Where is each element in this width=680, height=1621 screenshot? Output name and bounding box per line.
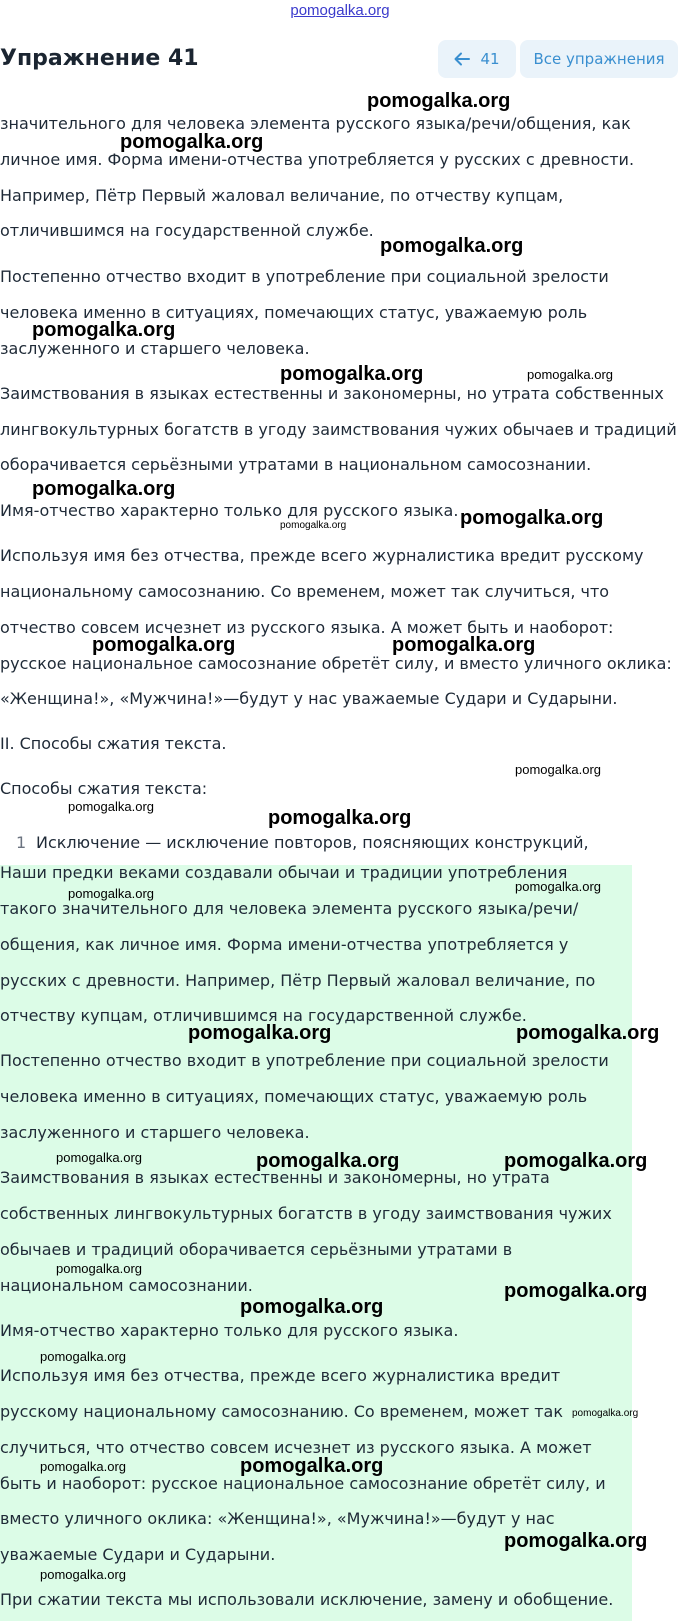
watermark: pomogalka.org [280,520,347,531]
text-line: Используя имя без отчества, прежде всего журналистика вредит русскому [0,546,644,565]
all-exercises-button[interactable]: Все упражнения [520,40,678,78]
text-line: русское национальное самосознание обретёт силу, и вместо уличного оклика: [0,654,672,673]
text-line: человека именно в ситуациях, помечающих статус, уважаемую роль [0,303,588,322]
watermark: pomogalka.org [240,1296,384,1318]
answer-line: Имя-отчество характерно только для русского языка. [0,1321,459,1340]
answer-line: собственных лингвокультурных богатств в угоду заимствования чужих [0,1204,612,1223]
list-item-text: Исключение — исключение повторов, поясняющих конструкций, [36,833,589,852]
watermark: pomogalka.org [120,131,264,153]
watermark: pomogalka.org [56,1261,142,1276]
text-line: лингвокультурных богатств в угоду заимствования чужих обычаев и традиций [0,420,677,439]
watermark: pomogalka.org [40,1567,126,1582]
watermark: pomogalka.org [68,799,154,814]
text-line: отчество совсем исчезнет из русского языка. А может быть и наоборот: [0,618,614,637]
watermark: pomogalka.org [572,1408,639,1419]
text-line: заслуженного и старшего человека. [0,339,310,358]
text-line: Заимствования в языках естественны и закономерны, но утрата собственных [0,384,664,403]
arrow-left-icon [454,52,470,66]
text-line: оборачивается серьёзными утратами в национальном самосознании. [0,455,592,474]
answer-line: русскому национальному самосознанию. Со временем, может так [0,1402,564,1421]
text-line: «Женщина!», «Мужчина!»—будут у нас уважаемые Судари и Сударыни. [0,689,618,708]
watermark: pomogalka.org [256,1150,400,1172]
text-line: Постепенно отчество входит в употребление при социальной зрелости [0,267,609,286]
prev-exercise-button[interactable] [438,40,516,78]
list-heading: Способы сжатия текста: [0,779,208,798]
answer-line: такого значительного для человека элемента русского языка/речи/ [0,899,579,918]
watermark: pomogalka.org [504,1280,648,1302]
answer-line: Используя имя без отчества, прежде всего журналистика вредит [0,1366,561,1385]
watermark: pomogalka.org [515,762,601,777]
watermark: pomogalka.org [367,90,511,112]
watermark: pomogalka.org [504,1150,648,1172]
watermark: pomogalka.org [516,1022,660,1044]
watermark: pomogalka.org [504,1530,648,1552]
answer-line: заслуженного и старшего человека. [0,1123,310,1142]
page-header [0,40,680,84]
answer-line: русских с древности. Например, Пётр Первый жаловал величание, по [0,971,596,990]
section-heading: II. Способы сжатия текста. [0,734,227,753]
prev-exercise-label: 41 [480,50,500,68]
watermark: pomogalka.org [68,886,154,901]
text-line: Имя-отчество характерно только для русского языка. [0,501,459,520]
answer-line: уважаемые Судари и Сударыни. [0,1545,276,1564]
text-line: значительного для человека элемента русского языка/речи/общения, как [0,114,631,133]
answer-line: быть и наоборот: русское национальное самосознание обретёт силу, и [0,1474,606,1493]
answer-line: национальном самосознании. [0,1276,253,1295]
text-line: Например, Пётр Первый жаловал величание, по отчеству купцам, [0,186,564,205]
watermark: pomogalka.org [92,634,236,656]
answer-line: Постепенно отчество входит в употребление при социальной зрелости [0,1051,609,1070]
answer-line: человека именно в ситуациях, помечающих статус, уважаемую роль [0,1087,588,1106]
watermark: pomogalka.org [240,1455,384,1477]
text-line: отличившимся на государственной службе. [0,221,374,240]
answer-line: общения, как личное имя. Форма имени-отчества употребляется у [0,935,569,954]
watermark: pomogalka.org [40,1349,126,1364]
watermark: pomogalka.org [188,1022,332,1044]
list-item-number: 1 [16,833,27,852]
answer-line: обычаев и традиций оборачивается серьёзными утратами в [0,1240,513,1259]
page-title: Упражнение 41 [0,46,199,71]
watermark: pomogalka.org [32,319,176,341]
answer-line: Заимствования в языках естественны и закономерны, но утрата [0,1168,550,1187]
answer-line: случиться, что отчество совсем исчезнет из русского языка. А может [0,1438,592,1457]
text-line: национальному самосознанию. Со временем, может так случиться, что [0,582,610,601]
site-link[interactable]: pomogalka.org [290,2,390,19]
watermark: pomogalka.org [515,879,601,894]
watermark: pomogalka.org [380,235,524,257]
watermark: pomogalka.org [32,478,176,500]
text-line: личное имя. Форма имени-отчества употребляется у русских с древности. [0,150,635,169]
watermark: pomogalka.org [40,1459,126,1474]
watermark: pomogalka.org [392,634,536,656]
answer-line: отчеству купцам, отличившимся на государственной службе. [0,1006,527,1025]
answer-line: вместо уличного оклика: «Женщина!», «Мужчина!»—будут у нас [0,1509,555,1528]
answer-line: При сжатии текста мы использовали исключение, замену и обобщение. [0,1590,614,1609]
answer-line: Наши предки веками создавали обычаи и традиции употребления [0,863,568,882]
watermark: pomogalka.org [268,807,412,829]
watermark: pomogalka.org [56,1150,142,1165]
watermark: pomogalka.org [460,507,604,529]
watermark: pomogalka.org [527,367,613,382]
watermark: pomogalka.org [280,363,424,385]
